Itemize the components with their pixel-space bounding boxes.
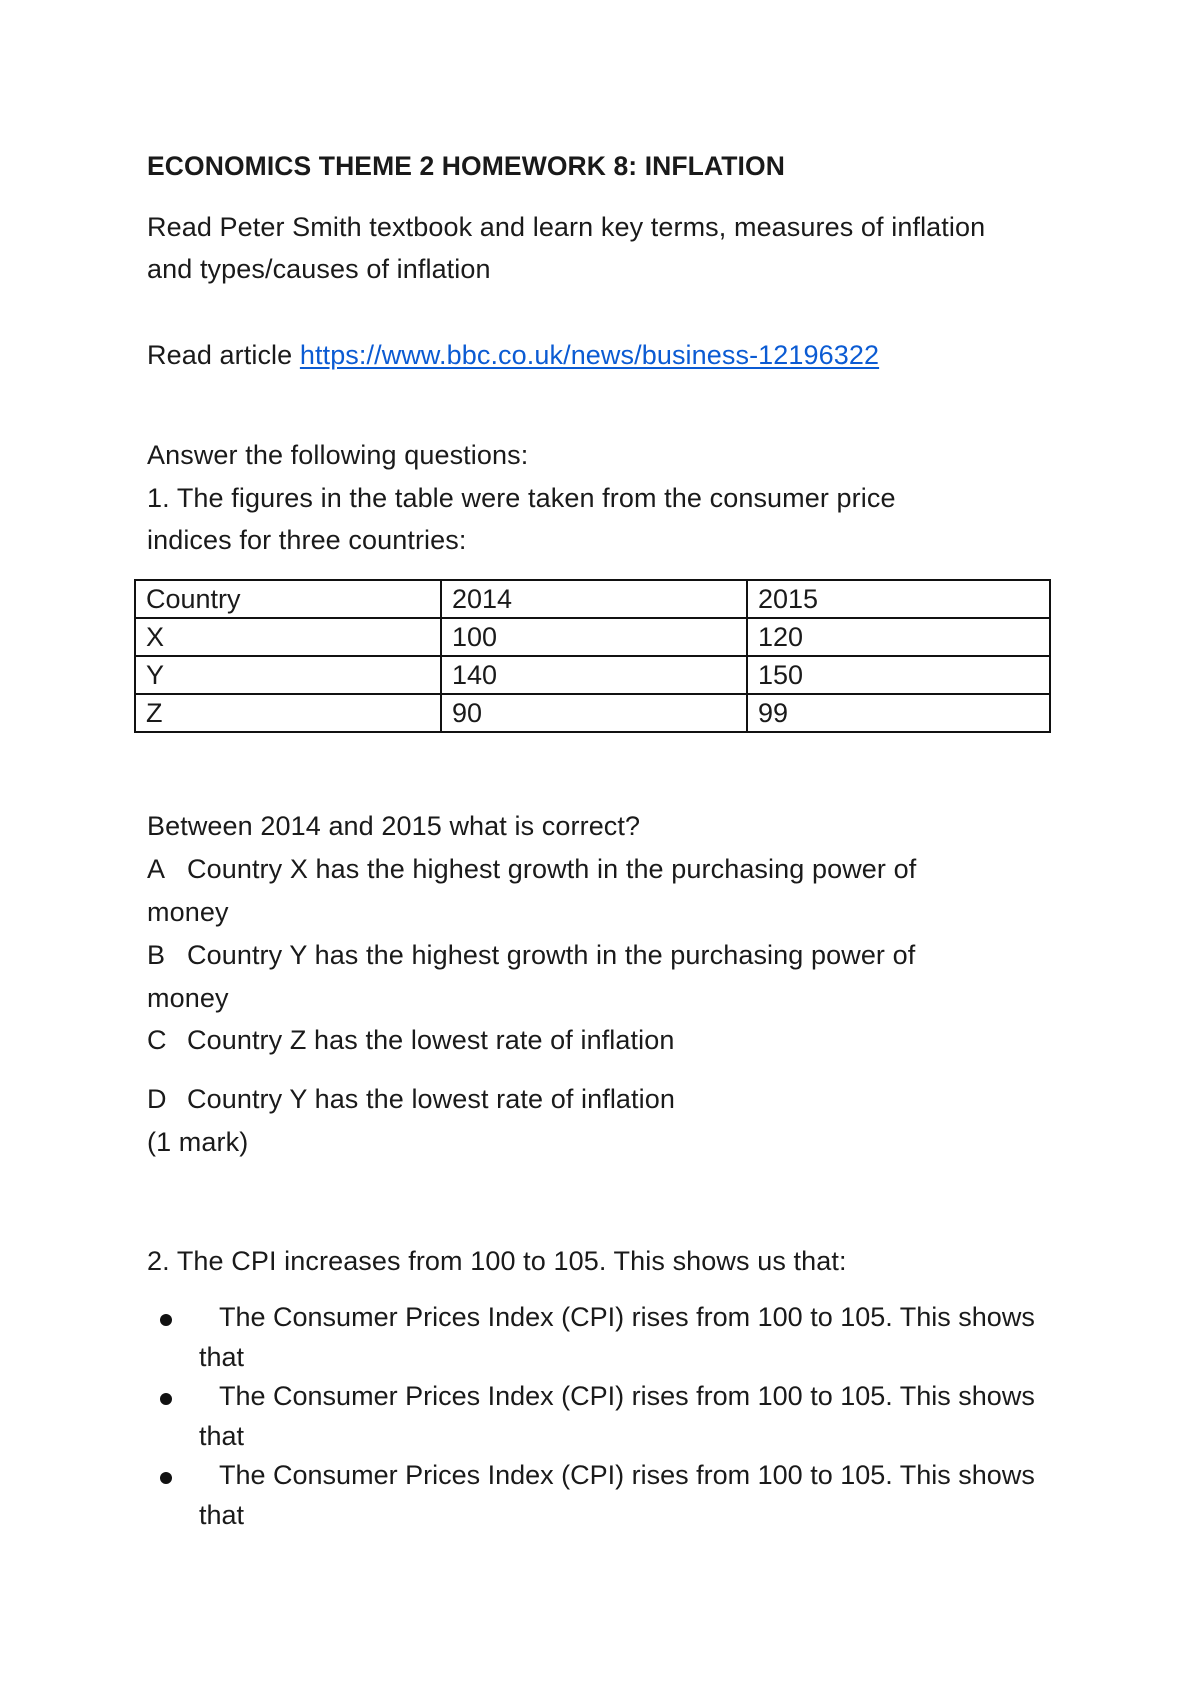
table-cell: Z	[135, 694, 441, 732]
answer-prompt: Answer the following questions:	[147, 440, 529, 470]
option-letter: D	[147, 1084, 167, 1114]
table-cell: 100	[441, 618, 747, 656]
option-b	[147, 934, 915, 976]
option-text: Country Y has the lowest rate of inflation	[187, 1084, 675, 1114]
document-title: ECONOMICS THEME 2 HOMEWORK 8: INFLATION	[147, 151, 785, 181]
table-cell: 140	[441, 656, 747, 694]
table-header-cell: 2015	[747, 580, 1050, 618]
option-c	[147, 1019, 674, 1061]
intro-line-1: Read Peter Smith textbook and learn key terms, measures of inflation	[147, 212, 986, 242]
table-row	[135, 656, 1050, 694]
article-label: Read article	[147, 340, 300, 370]
table-row	[135, 618, 1050, 656]
question-1-line-2: indices for three countries:	[147, 525, 467, 555]
option-text: Country Y has the highest growth in the purchasing power of	[187, 940, 916, 970]
option-a	[147, 848, 916, 890]
table-cell: 150	[747, 656, 1050, 694]
option-text: Country Z has the lowest rate of inflation	[187, 1025, 675, 1055]
cpi-table	[134, 579, 1051, 733]
article-line	[147, 334, 879, 376]
question-1-marks: (1 mark)	[147, 1127, 249, 1157]
option-letter: C	[147, 1025, 167, 1055]
bullet-item: The Consumer Prices Index (CPI) rises from 100 to 105. This shows that	[199, 1302, 1035, 1372]
option-a-line-2: money	[147, 897, 229, 927]
article-link[interactable]: https://www.bbc.co.uk/news/business-12196322	[299, 340, 880, 370]
bullet-icon	[160, 1472, 172, 1484]
table-header-cell: 2014	[441, 580, 747, 618]
table-cell: 90	[441, 694, 747, 732]
table-header-row	[135, 580, 1050, 618]
bullet-item: The Consumer Prices Index (CPI) rises from 100 to 105. This shows that	[199, 1381, 1035, 1451]
table-cell: 99	[747, 694, 1050, 732]
option-letter: A	[147, 854, 166, 884]
table-header-cell: Country	[135, 580, 441, 618]
bullet-icon	[160, 1314, 172, 1326]
intro-line-2: and types/causes of inflation	[147, 254, 491, 284]
question-2-prompt: 2. The CPI increases from 100 to 105. This shows us that:	[147, 1246, 847, 1276]
table-row	[135, 694, 1050, 732]
table-cell: X	[135, 618, 441, 656]
question-1-prompt: Between 2014 and 2015 what is correct?	[147, 811, 641, 841]
option-letter: B	[147, 940, 166, 970]
option-text: Country X has the highest growth in the purchasing power of	[187, 854, 917, 884]
question-1-line-1: 1. The figures in the table were taken from the consumer price	[147, 483, 896, 513]
table-cell: 120	[747, 618, 1050, 656]
bullet-icon	[160, 1393, 172, 1405]
table-cell: Y	[135, 656, 441, 694]
bullet-item: The Consumer Prices Index (CPI) rises from 100 to 105. This shows that	[199, 1460, 1035, 1530]
option-d	[147, 1078, 675, 1120]
option-b-line-2: money	[147, 983, 229, 1013]
